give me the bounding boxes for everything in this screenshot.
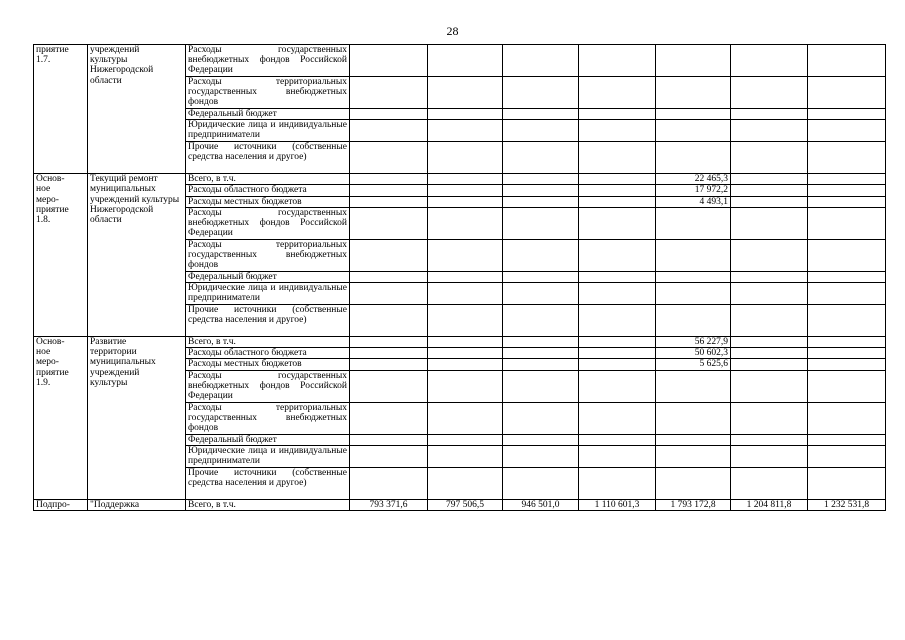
- value-cell: [579, 370, 656, 402]
- funding-source: Всего, в т.ч.: [186, 337, 350, 348]
- table-row: [34, 174, 886, 185]
- value-cell: [350, 239, 428, 271]
- value-cell: [808, 142, 886, 174]
- funding-source: Юридические лица и индивидуальные предприниматели: [186, 120, 350, 142]
- value-cell: [350, 196, 428, 207]
- value-cell: [428, 174, 503, 185]
- value-cell: [808, 467, 886, 499]
- value-cell: [350, 348, 428, 359]
- value-cell: [808, 207, 886, 239]
- budget-table: [33, 44, 886, 511]
- value-cell: [350, 305, 428, 337]
- value-cell: [808, 185, 886, 196]
- value-cell: [503, 359, 579, 370]
- value-cell: [503, 370, 579, 402]
- value-cell: [808, 271, 886, 282]
- value-cell: [503, 185, 579, 196]
- value-cell: [656, 45, 731, 77]
- value-cell: [503, 271, 579, 282]
- value-cell: 17 972,2: [656, 185, 731, 196]
- value-cell: [731, 207, 808, 239]
- value-cell: [503, 305, 579, 337]
- value-cell: 5 625,6: [656, 359, 731, 370]
- value-cell: [579, 207, 656, 239]
- value-cell: [808, 337, 886, 348]
- value-cell: [503, 77, 579, 109]
- value-cell: [656, 283, 731, 305]
- value-cell: [428, 359, 503, 370]
- value-cell: [428, 370, 503, 402]
- value-cell: [428, 271, 503, 282]
- value-cell: [428, 196, 503, 207]
- table-row: [34, 45, 886, 77]
- value-cell: [579, 185, 656, 196]
- value-cell: [428, 348, 503, 359]
- funding-source: Федеральный бюджет: [186, 434, 350, 445]
- funding-source: Расходы территориальных государственных внебюджетных фондов: [186, 402, 350, 434]
- value-cell: [503, 45, 579, 77]
- value-cell: [731, 109, 808, 120]
- value-cell: [579, 174, 656, 185]
- value-cell: [579, 434, 656, 445]
- value-cell: [350, 185, 428, 196]
- value-cell: [731, 370, 808, 402]
- value-cell: [656, 142, 731, 174]
- value-cell: [731, 271, 808, 282]
- value-cell: 22 465,3: [656, 174, 731, 185]
- value-cell: [579, 120, 656, 142]
- value-cell: [428, 185, 503, 196]
- funding-source: Всего, в т.ч.: [186, 174, 350, 185]
- activity-name: Текущий ремонт муниципальных учреждений культуры Нижегородской области: [88, 174, 186, 337]
- funding-source: Расходы местных бюджетов: [186, 196, 350, 207]
- funding-source: Прочие источники (собственные средства населения и другое): [186, 142, 350, 174]
- value-cell: [428, 77, 503, 109]
- value-cell: [656, 207, 731, 239]
- page-number: 28: [446, 24, 459, 38]
- value-cell: [503, 467, 579, 499]
- value-cell: [579, 359, 656, 370]
- value-cell: [579, 109, 656, 120]
- value-cell: [808, 239, 886, 271]
- value-cell: 56 227,9: [656, 337, 731, 348]
- value-cell: [731, 445, 808, 467]
- value-cell: [503, 348, 579, 359]
- value-cell: [731, 239, 808, 271]
- value-cell: [428, 207, 503, 239]
- value-cell: [579, 77, 656, 109]
- funding-source: Расходы государственных внебюджетных фондов Российской Федерации: [186, 207, 350, 239]
- value-cell: [350, 109, 428, 120]
- funding-source: Расходы территориальных государственных внебюджетных фондов: [186, 239, 350, 271]
- value-cell: [350, 370, 428, 402]
- funding-source: Всего, в т.ч.: [186, 499, 350, 510]
- value-cell: [808, 45, 886, 77]
- value-cell: [503, 337, 579, 348]
- funding-source: Расходы областного бюджета: [186, 185, 350, 196]
- value-cell: [656, 239, 731, 271]
- funding-source: Юридические лица и индивидуальные предприниматели: [186, 283, 350, 305]
- value-cell: [428, 283, 503, 305]
- activity-name: учреждений культуры Нижегородской области: [88, 45, 186, 174]
- value-cell: [808, 109, 886, 120]
- value-cell: [350, 271, 428, 282]
- value-cell: [503, 239, 579, 271]
- value-cell: [503, 207, 579, 239]
- value-cell: 1 793 172,8: [656, 499, 731, 510]
- value-cell: [731, 185, 808, 196]
- value-cell: [579, 305, 656, 337]
- value-cell: [731, 402, 808, 434]
- activity-number: приятие 1.7.: [34, 45, 88, 174]
- value-cell: 946 501,0: [503, 499, 579, 510]
- value-cell: [579, 239, 656, 271]
- value-cell: [503, 196, 579, 207]
- value-cell: [350, 120, 428, 142]
- value-cell: [579, 271, 656, 282]
- value-cell: [808, 445, 886, 467]
- value-cell: [579, 337, 656, 348]
- value-cell: [731, 45, 808, 77]
- value-cell: [503, 120, 579, 142]
- activity-number: Основ- ное меро- приятие 1.9.: [34, 337, 88, 500]
- value-cell: [350, 402, 428, 434]
- value-cell: [656, 402, 731, 434]
- value-cell: [731, 467, 808, 499]
- value-cell: [656, 77, 731, 109]
- value-cell: [350, 283, 428, 305]
- value-cell: [808, 305, 886, 337]
- activity-number: Подпро-: [34, 499, 88, 510]
- value-cell: [656, 434, 731, 445]
- value-cell: [808, 77, 886, 109]
- value-cell: [808, 370, 886, 402]
- table-row: [34, 337, 886, 348]
- value-cell: 797 506,5: [428, 499, 503, 510]
- value-cell: [350, 337, 428, 348]
- value-cell: [579, 142, 656, 174]
- value-cell: [731, 337, 808, 348]
- value-cell: [656, 305, 731, 337]
- value-cell: [350, 142, 428, 174]
- value-cell: [503, 174, 579, 185]
- value-cell: [808, 359, 886, 370]
- value-cell: [503, 109, 579, 120]
- value-cell: [428, 434, 503, 445]
- value-cell: [579, 348, 656, 359]
- value-cell: [808, 402, 886, 434]
- value-cell: 50 602,3: [656, 348, 731, 359]
- value-cell: [808, 283, 886, 305]
- value-cell: [656, 109, 731, 120]
- funding-source: Федеральный бюджет: [186, 109, 350, 120]
- activity-name: "Поддержка: [88, 499, 186, 510]
- value-cell: [808, 434, 886, 445]
- value-cell: [656, 467, 731, 499]
- funding-source: Расходы территориальных государственных внебюджетных фондов: [186, 77, 350, 109]
- value-cell: [350, 359, 428, 370]
- value-cell: 1 110 601,3: [579, 499, 656, 510]
- value-cell: [731, 77, 808, 109]
- funding-source: Расходы государственных внебюджетных фондов Российской Федерации: [186, 45, 350, 77]
- value-cell: [579, 283, 656, 305]
- value-cell: [808, 120, 886, 142]
- value-cell: [350, 434, 428, 445]
- value-cell: [350, 77, 428, 109]
- funding-source: Прочие источники (собственные средства населения и другое): [186, 467, 350, 499]
- value-cell: [656, 271, 731, 282]
- table-row: [34, 499, 886, 510]
- funding-source: Расходы областного бюджета: [186, 348, 350, 359]
- value-cell: 1 232 531,8: [808, 499, 886, 510]
- value-cell: [731, 348, 808, 359]
- value-cell: [350, 207, 428, 239]
- value-cell: [731, 305, 808, 337]
- value-cell: [350, 45, 428, 77]
- value-cell: [503, 445, 579, 467]
- value-cell: [428, 142, 503, 174]
- value-cell: [503, 434, 579, 445]
- funding-source: Юридические лица и индивидуальные предприниматели: [186, 445, 350, 467]
- value-cell: [731, 359, 808, 370]
- value-cell: [731, 196, 808, 207]
- value-cell: 1 204 811,8: [731, 499, 808, 510]
- value-cell: [428, 109, 503, 120]
- value-cell: [503, 402, 579, 434]
- value-cell: [656, 370, 731, 402]
- value-cell: [428, 337, 503, 348]
- funding-source: Прочие источники (собственные средства населения и другое): [186, 305, 350, 337]
- value-cell: [579, 445, 656, 467]
- activity-name: Развитие территории муниципальных учреждений культуры: [88, 337, 186, 500]
- value-cell: [579, 467, 656, 499]
- value-cell: [579, 402, 656, 434]
- value-cell: [808, 174, 886, 185]
- value-cell: [503, 142, 579, 174]
- funding-source: Федеральный бюджет: [186, 271, 350, 282]
- value-cell: 4 493,1: [656, 196, 731, 207]
- value-cell: [731, 174, 808, 185]
- value-cell: [428, 402, 503, 434]
- value-cell: [503, 283, 579, 305]
- value-cell: [428, 120, 503, 142]
- value-cell: [350, 174, 428, 185]
- value-cell: [808, 196, 886, 207]
- value-cell: [731, 120, 808, 142]
- funding-source: Расходы местных бюджетов: [186, 359, 350, 370]
- value-cell: [428, 445, 503, 467]
- activity-number: Основ- ное меро- приятие 1.8.: [34, 174, 88, 337]
- value-cell: [428, 305, 503, 337]
- value-cell: [579, 196, 656, 207]
- value-cell: 793 371,6: [350, 499, 428, 510]
- funding-source: Расходы государственных внебюджетных фондов Российской Федерации: [186, 370, 350, 402]
- value-cell: [579, 45, 656, 77]
- value-cell: [731, 434, 808, 445]
- value-cell: [428, 45, 503, 77]
- value-cell: [731, 142, 808, 174]
- value-cell: [350, 445, 428, 467]
- value-cell: [656, 445, 731, 467]
- value-cell: [428, 239, 503, 271]
- value-cell: [656, 120, 731, 142]
- value-cell: [428, 467, 503, 499]
- value-cell: [808, 348, 886, 359]
- value-cell: [350, 467, 428, 499]
- value-cell: [731, 283, 808, 305]
